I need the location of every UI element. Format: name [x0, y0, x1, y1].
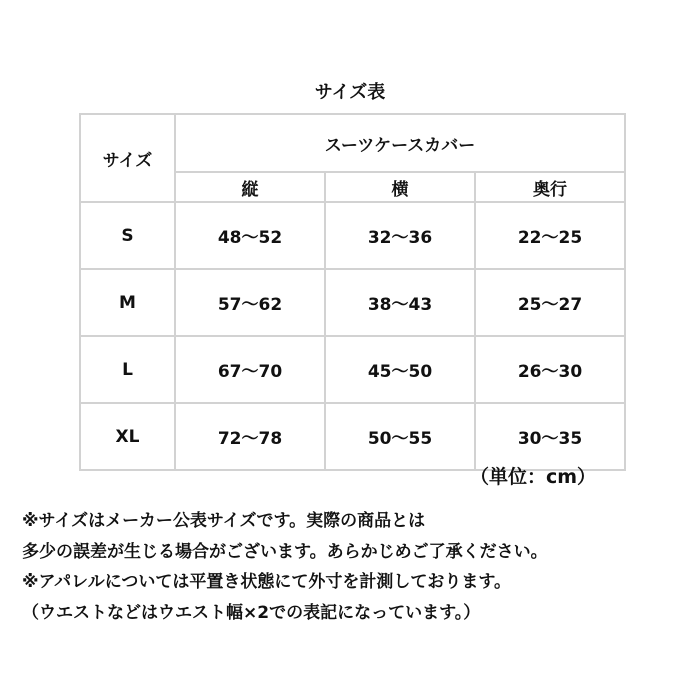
column-header-depth: 奥行 [475, 172, 625, 202]
table-row [80, 336, 625, 403]
note-line: （ウエストなどはウエスト幅×2での表記になっています。） [22, 602, 481, 623]
column-header-length: 縦 [175, 172, 325, 202]
table-header-row [80, 114, 625, 172]
page-title: サイズ表 [314, 82, 386, 103]
table-row [80, 403, 625, 470]
size-label: XL [80, 403, 175, 470]
width-value: 32〜36 [325, 202, 475, 269]
column-header-width: 横 [325, 172, 475, 202]
note-line: ※アパレルについては平置き状態にて外寸を計測しております。 [22, 572, 512, 592]
depth-value: 22〜25 [475, 202, 625, 269]
size-label: M [80, 269, 175, 336]
unit-label: （単位：cm） [470, 466, 597, 488]
depth-value: 25〜27 [475, 269, 625, 336]
width-value: 50〜55 [325, 403, 475, 470]
table-row [80, 269, 625, 336]
length-value: 67〜70 [175, 336, 325, 403]
size-label: L [80, 336, 175, 403]
length-value: 72〜78 [175, 403, 325, 470]
product-group-header: スーツケースカバー [175, 114, 625, 172]
size-table [79, 113, 626, 471]
length-value: 48〜52 [175, 202, 325, 269]
note-line: 多少の誤差が生じる場合がございます。あらかじめご了承ください。 [22, 541, 548, 562]
note-line: ※サイズはメーカー公表サイズです。実際の商品とは [22, 511, 426, 531]
depth-value: 30〜35 [475, 403, 625, 470]
width-value: 38〜43 [325, 269, 475, 336]
size-label: S [80, 202, 175, 269]
size-header-cell: サイズ [80, 114, 175, 202]
width-value: 45〜50 [325, 336, 475, 403]
table-row [80, 202, 625, 269]
length-value: 57〜62 [175, 269, 325, 336]
depth-value: 26〜30 [475, 336, 625, 403]
notes [22, 506, 692, 628]
